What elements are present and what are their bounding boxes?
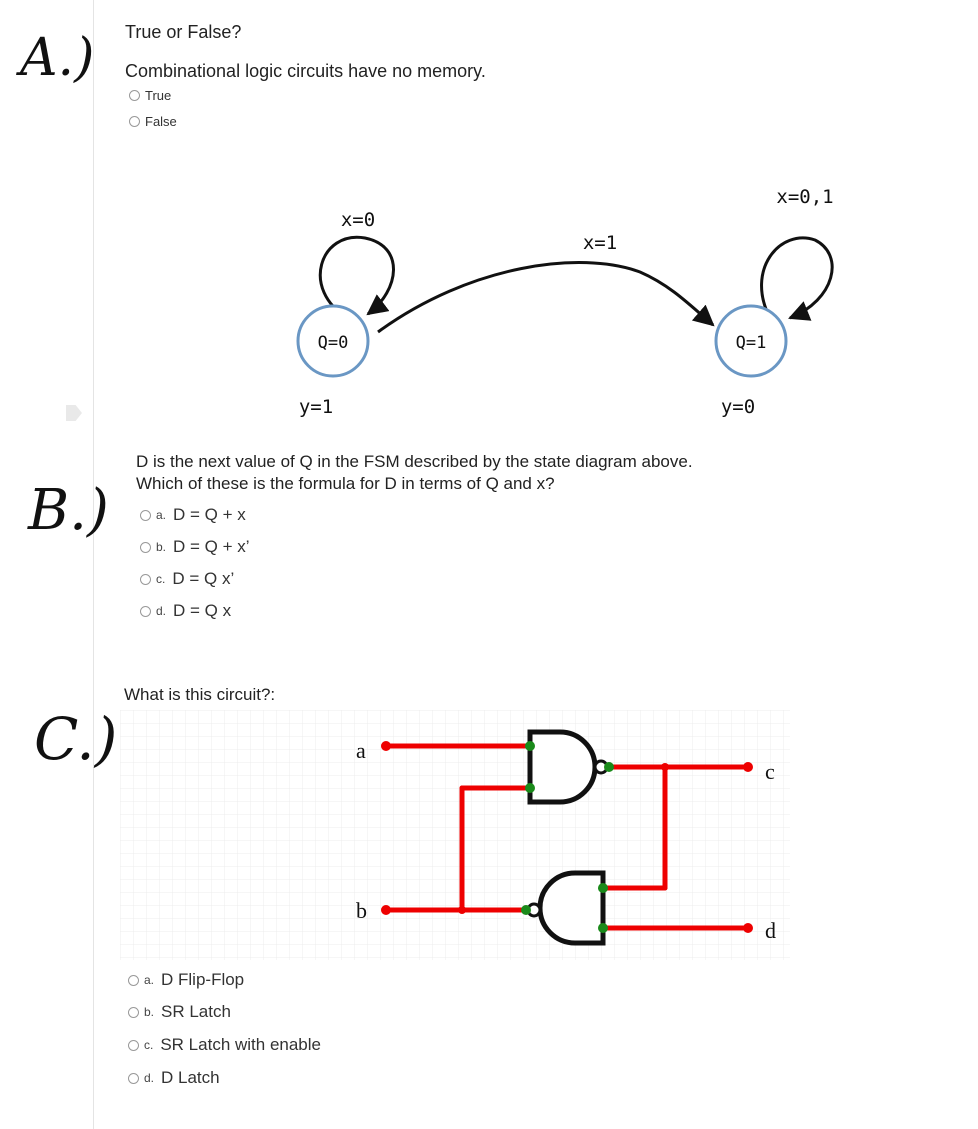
- option-c-c-text: SR Latch with enable: [160, 1035, 321, 1054]
- radio-c-a[interactable]: [128, 975, 139, 986]
- node-gate1-in-b: [525, 783, 535, 793]
- option-c-c-letter: c.: [144, 1038, 154, 1052]
- terminal-a: [381, 741, 391, 751]
- label-a: a: [356, 738, 366, 763]
- option-b-c-letter: c.: [156, 572, 166, 586]
- option-c-b-letter: b.: [144, 1005, 155, 1019]
- transition-q0-q1: [378, 263, 713, 332]
- nand-latch-circuit: [120, 710, 790, 970]
- option-b-d[interactable]: [140, 601, 231, 621]
- nand-gate-bottom: [540, 873, 603, 943]
- section-a-heading: True or False?: [125, 22, 242, 42]
- radio-b-a[interactable]: [140, 510, 151, 521]
- option-b-b-letter: b.: [156, 540, 167, 554]
- node-gate1-out: [604, 762, 614, 772]
- radio-c-d[interactable]: [128, 1073, 139, 1084]
- output-q1-label: y=0: [720, 396, 756, 418]
- terminal-c: [743, 762, 753, 772]
- option-b-c[interactable]: [140, 569, 234, 589]
- option-c-d-text: D Latch: [161, 1068, 220, 1087]
- option-b-b[interactable]: [140, 537, 250, 557]
- option-c-b-text: SR Latch: [161, 1002, 231, 1021]
- junction-right: [661, 763, 669, 771]
- transition-label: x=1: [582, 232, 618, 254]
- node-gate2-in-a: [598, 883, 608, 893]
- option-c-a-text: D Flip-Flop: [161, 970, 245, 989]
- terminal-d: [743, 923, 753, 933]
- output-q0-label: y=1: [298, 396, 334, 418]
- label-d: d: [765, 918, 776, 943]
- option-b-c-text: D = Q x’: [172, 569, 235, 588]
- radio-b-c[interactable]: [140, 574, 151, 585]
- option-b-a[interactable]: [140, 505, 246, 525]
- section-a-question: Combinational logic circuits have no memory.: [125, 61, 486, 81]
- radio-c-c[interactable]: [128, 1040, 139, 1051]
- option-c-d[interactable]: [128, 1068, 220, 1088]
- terminal-b: [381, 905, 391, 915]
- section-b-question-line2: Which of these is the formula for D in terms of Q and x?: [136, 474, 555, 493]
- loop-q1-label: x=0,1: [776, 186, 834, 208]
- section-c-question: What is this circuit?:: [124, 685, 276, 704]
- junction-left: [458, 906, 466, 914]
- label-b: b: [356, 898, 367, 923]
- option-c-b[interactable]: [128, 1002, 231, 1022]
- radio-b-d[interactable]: [140, 606, 151, 617]
- option-c-a-letter: a.: [144, 973, 155, 987]
- fsm-state-diagram: [0, 0, 978, 440]
- section-b-marker: B.): [28, 478, 109, 543]
- radio-b-b[interactable]: [140, 542, 151, 553]
- option-c-a[interactable]: [128, 970, 244, 990]
- option-b-b-text: D = Q + x’: [173, 537, 250, 556]
- option-b-d-letter: d.: [156, 604, 167, 618]
- node-gate1-in-a: [525, 741, 535, 751]
- section-a-marker: A.): [20, 28, 95, 88]
- nand-gate-top: [530, 732, 595, 802]
- radio-c-b[interactable]: [128, 1007, 139, 1018]
- self-loop-q1: [762, 238, 833, 318]
- state-q1-label: Q=1: [735, 333, 767, 353]
- state-q0-label: Q=0: [317, 333, 349, 353]
- node-gate2-out: [521, 905, 531, 915]
- option-c-d-letter: d.: [144, 1071, 155, 1085]
- section-c-marker: C.): [34, 705, 118, 773]
- option-true-label: True: [145, 88, 172, 103]
- section-b-question-line1: D is the next value of Q in the FSM described by the state diagram above.: [136, 452, 693, 471]
- option-b-a-text: D = Q + x: [173, 505, 246, 524]
- loop-q0-label: x=0: [340, 209, 376, 231]
- option-b-d-text: D = Q x: [173, 601, 232, 620]
- option-false-label: False: [145, 114, 177, 129]
- label-c: c: [765, 759, 775, 784]
- node-gate2-in-b: [598, 923, 608, 933]
- option-c-c[interactable]: [128, 1035, 321, 1055]
- option-b-a-letter: a.: [156, 508, 167, 522]
